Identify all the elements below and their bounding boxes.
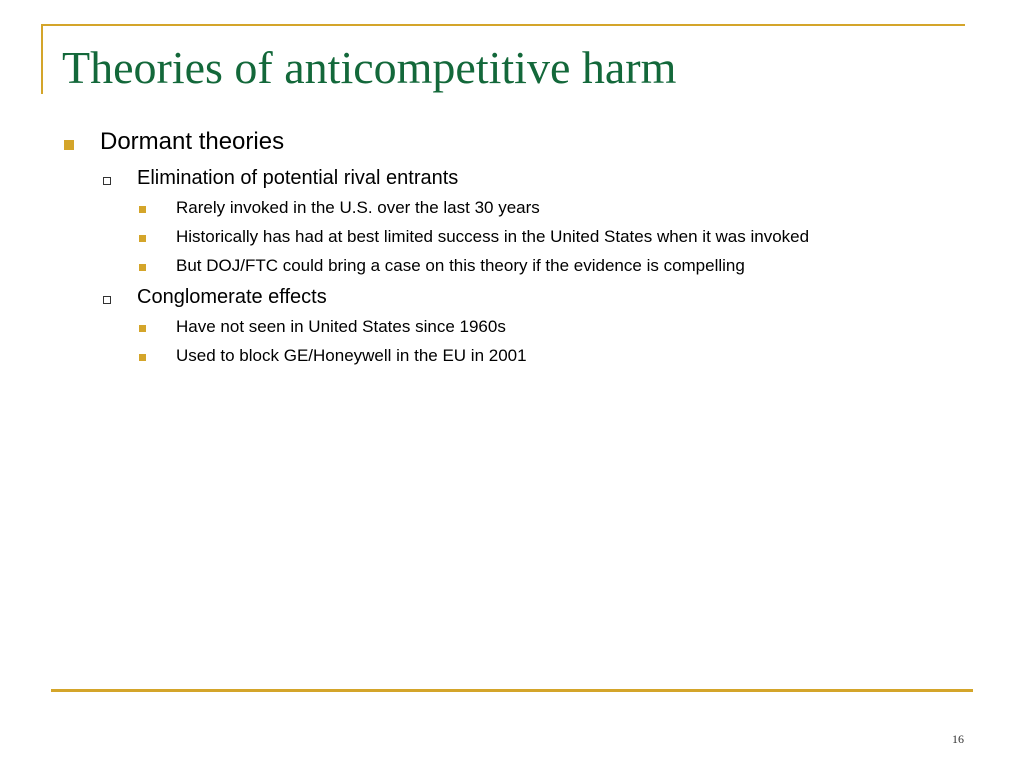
slide-title: Theories of anticompetitive harm — [62, 42, 677, 93]
list-item: But DOJ/FTC could bring a case on this theory if the evidence is compelling — [176, 256, 745, 275]
small-filled-square-bullet-icon — [139, 206, 146, 213]
hollow-square-bullet-icon — [103, 296, 111, 304]
list-item: Rarely invoked in the U.S. over the last 30 years — [176, 198, 540, 217]
list-item: Used to block GE/Honeywell in the EU in 2001 — [176, 346, 527, 365]
filled-square-bullet-icon — [64, 140, 74, 150]
hollow-square-bullet-icon — [103, 177, 111, 185]
bullet-conglomerate-effects: Conglomerate effects — [137, 286, 327, 308]
bullet-elimination-of-rival-entrants: Elimination of potential rival entrants — [137, 167, 459, 189]
small-filled-square-bullet-icon — [139, 235, 146, 242]
small-filled-square-bullet-icon — [139, 354, 146, 361]
list-item: Have not seen in United States since 1960s — [176, 317, 506, 336]
small-filled-square-bullet-icon — [139, 325, 146, 332]
bullet-dormant-theories: Dormant theories — [100, 128, 285, 155]
list-item: Historically has had at best limited success in the United States when it was invoked — [176, 227, 810, 246]
page-number: 16 — [952, 732, 964, 746]
left-accent-rule — [41, 24, 43, 94]
bottom-accent-rule — [51, 689, 973, 692]
top-accent-rule — [41, 24, 965, 26]
small-filled-square-bullet-icon — [139, 264, 146, 271]
